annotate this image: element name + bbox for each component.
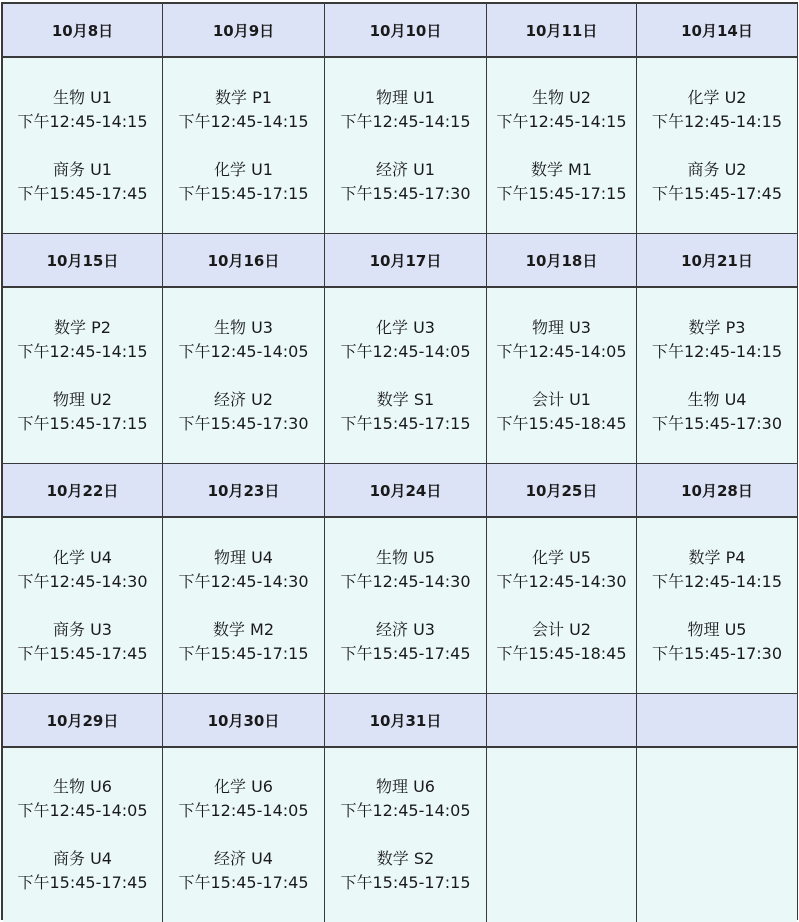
exam-entry (341, 775, 471, 823)
date-header: 10月22日 (3, 464, 163, 518)
exam-subject: 生物 U4 (687, 389, 747, 409)
exam-entry (18, 316, 148, 364)
day-cell (3, 288, 163, 464)
date-header: 10月14日 (637, 4, 797, 58)
exam-subject: 数学 M1 (530, 159, 593, 179)
exam-entry (18, 618, 148, 666)
exam-time: 下午12:45-14:05 (340, 801, 471, 820)
date-header: 10月17日 (325, 234, 487, 288)
exam-time: 下午15:45-17:30 (652, 643, 782, 663)
day-cell (3, 518, 163, 694)
exam-subject: 物理 U2 (53, 389, 112, 409)
exam-entry (179, 316, 309, 364)
exam-entry (497, 86, 627, 134)
exam-time: 下午15:45-18:45 (496, 643, 627, 663)
date-header: 10月28日 (637, 464, 797, 518)
exam-entry (179, 618, 309, 666)
exam-entry (179, 546, 309, 594)
exam-entry (179, 775, 309, 823)
day-cell (487, 518, 637, 694)
exam-subject: 化学 U3 (376, 317, 435, 337)
day-cell (325, 748, 487, 922)
exam-time: 下午12:45-14:15 (652, 111, 782, 131)
date-header: 10月31日 (325, 694, 487, 748)
exam-subject: 商务 U3 (53, 619, 112, 639)
exam-entry (341, 546, 471, 594)
exam-entry (18, 86, 148, 134)
exam-subject: 化学 U6 (214, 777, 273, 796)
exam-subject: 商务 U1 (53, 159, 112, 179)
day-cell (163, 518, 325, 694)
exam-time: 下午12:45-14:30 (17, 571, 148, 591)
day-cell (325, 288, 487, 464)
day-cell (163, 748, 325, 922)
day-cell (163, 58, 325, 234)
exam-subject: 数学 P4 (688, 547, 746, 567)
exam-entry (652, 316, 782, 364)
exam-entry (497, 158, 627, 206)
exam-schedule-table (1, 2, 798, 920)
day-cell (637, 58, 797, 234)
exam-entry (497, 546, 627, 594)
exam-time: 下午15:45-17:15 (496, 183, 627, 203)
exam-time: 下午12:45-14:15 (652, 571, 782, 591)
exam-subject: 数学 S2 (376, 849, 435, 868)
day-cell (637, 288, 797, 464)
date-header (637, 694, 797, 748)
exam-entry (652, 546, 782, 594)
exam-subject: 生物 U6 (53, 777, 112, 796)
exam-entry (18, 546, 148, 594)
exam-subject: 商务 U2 (687, 159, 747, 179)
exam-time: 下午15:45-17:45 (17, 643, 148, 663)
exam-subject: 物理 U5 (687, 619, 747, 639)
exam-time: 下午12:45-14:30 (496, 571, 627, 591)
day-cell (637, 748, 797, 922)
day-cell (487, 288, 637, 464)
date-header: 10月24日 (325, 464, 487, 518)
exam-time: 下午15:45-17:30 (652, 413, 782, 433)
exam-time: 下午15:45-17:45 (17, 873, 148, 892)
date-header: 10月23日 (163, 464, 325, 518)
day-cell (325, 518, 487, 694)
exam-subject: 生物 U2 (532, 87, 591, 107)
exam-subject: 经济 U4 (214, 849, 273, 868)
exam-subject: 会计 U1 (532, 389, 591, 409)
exam-time: 下午15:45-17:15 (178, 183, 309, 203)
exam-entry (341, 86, 471, 134)
exam-time: 下午15:45-17:15 (340, 873, 471, 892)
exam-entry (18, 775, 148, 823)
date-header: 10月11日 (487, 4, 637, 58)
exam-time: 下午15:45-17:30 (340, 183, 471, 203)
exam-entry (341, 158, 471, 206)
exam-time: 下午12:45-14:15 (17, 341, 148, 361)
exam-time: 下午12:45-14:30 (178, 571, 309, 591)
exam-entry (652, 618, 782, 666)
exam-subject: 化学 U1 (214, 159, 273, 179)
exam-time: 下午12:45-14:05 (178, 801, 309, 820)
exam-entry (341, 618, 471, 666)
exam-time: 下午12:45-14:15 (652, 341, 782, 361)
exam-time: 下午12:45-14:15 (178, 111, 309, 131)
exam-entry (341, 316, 471, 364)
exam-time: 下午12:45-14:15 (496, 111, 627, 131)
exam-entry (497, 316, 627, 364)
exam-entry (652, 158, 782, 206)
exam-time: 下午15:45-17:15 (340, 413, 471, 433)
exam-subject: 数学 P1 (215, 87, 272, 107)
exam-subject: 经济 U2 (214, 389, 273, 409)
exam-entry (497, 618, 627, 666)
exam-time: 下午15:45-17:45 (17, 183, 148, 203)
exam-entry (652, 86, 782, 134)
day-cell (325, 58, 487, 234)
date-header: 10月25日 (487, 464, 637, 518)
day-cell (3, 58, 163, 234)
exam-subject: 物理 U1 (376, 87, 435, 107)
date-header: 10月16日 (163, 234, 325, 288)
exam-subject: 生物 U1 (53, 87, 112, 107)
exam-entry (341, 847, 471, 895)
date-header: 10月9日 (163, 4, 325, 58)
exam-time: 下午15:45-17:45 (652, 183, 782, 203)
exam-time: 下午12:45-14:15 (17, 111, 148, 131)
exam-time: 下午15:45-17:15 (17, 413, 148, 433)
exam-time: 下午15:45-18:45 (496, 413, 627, 433)
exam-entry (179, 847, 309, 895)
exam-time: 下午12:45-14:05 (178, 341, 309, 361)
exam-entry (179, 158, 309, 206)
exam-subject: 商务 U4 (53, 849, 112, 868)
exam-subject: 会计 U2 (532, 619, 591, 639)
day-cell (637, 518, 797, 694)
exam-time: 下午15:45-17:30 (178, 413, 309, 433)
exam-subject: 数学 M2 (212, 619, 275, 639)
exam-time: 下午15:45-17:45 (340, 643, 471, 663)
exam-time: 下午12:45-14:30 (340, 571, 471, 591)
day-cell (487, 748, 637, 922)
day-cell (3, 748, 163, 922)
exam-entry (652, 388, 782, 436)
exam-subject: 数学 P3 (688, 317, 746, 337)
exam-entry (18, 388, 148, 436)
exam-time: 下午12:45-14:05 (340, 341, 471, 361)
exam-entry (341, 388, 471, 436)
date-header: 10月29日 (3, 694, 163, 748)
exam-subject: 化学 U5 (532, 547, 591, 567)
exam-subject: 数学 S1 (376, 389, 435, 409)
date-header: 10月18日 (487, 234, 637, 288)
exam-subject: 数学 P2 (54, 317, 111, 337)
exam-subject: 生物 U5 (376, 547, 435, 567)
date-header: 10月30日 (163, 694, 325, 748)
date-header: 10月8日 (3, 4, 163, 58)
exam-subject: 化学 U2 (687, 87, 747, 107)
exam-entry (179, 388, 309, 436)
date-header: 10月10日 (325, 4, 487, 58)
exam-entry (179, 86, 309, 134)
exam-subject: 经济 U1 (376, 159, 435, 179)
exam-subject: 物理 U3 (532, 317, 591, 337)
exam-time: 下午12:45-14:05 (496, 341, 627, 361)
exam-subject: 物理 U6 (376, 777, 435, 796)
exam-subject: 生物 U3 (214, 317, 273, 337)
date-header: 10月21日 (637, 234, 797, 288)
date-header: 10月15日 (3, 234, 163, 288)
day-cell (487, 58, 637, 234)
exam-time: 下午15:45-17:45 (178, 873, 309, 892)
exam-time: 下午12:45-14:05 (17, 801, 148, 820)
exam-entry (18, 847, 148, 895)
day-cell (163, 288, 325, 464)
exam-time: 下午12:45-14:15 (340, 111, 471, 131)
exam-entry (18, 158, 148, 206)
exam-subject: 经济 U3 (376, 619, 435, 639)
exam-time: 下午15:45-17:15 (178, 643, 309, 663)
exam-entry (497, 388, 627, 436)
date-header (487, 694, 637, 748)
exam-subject: 化学 U4 (53, 547, 112, 567)
exam-subject: 物理 U4 (214, 547, 273, 567)
